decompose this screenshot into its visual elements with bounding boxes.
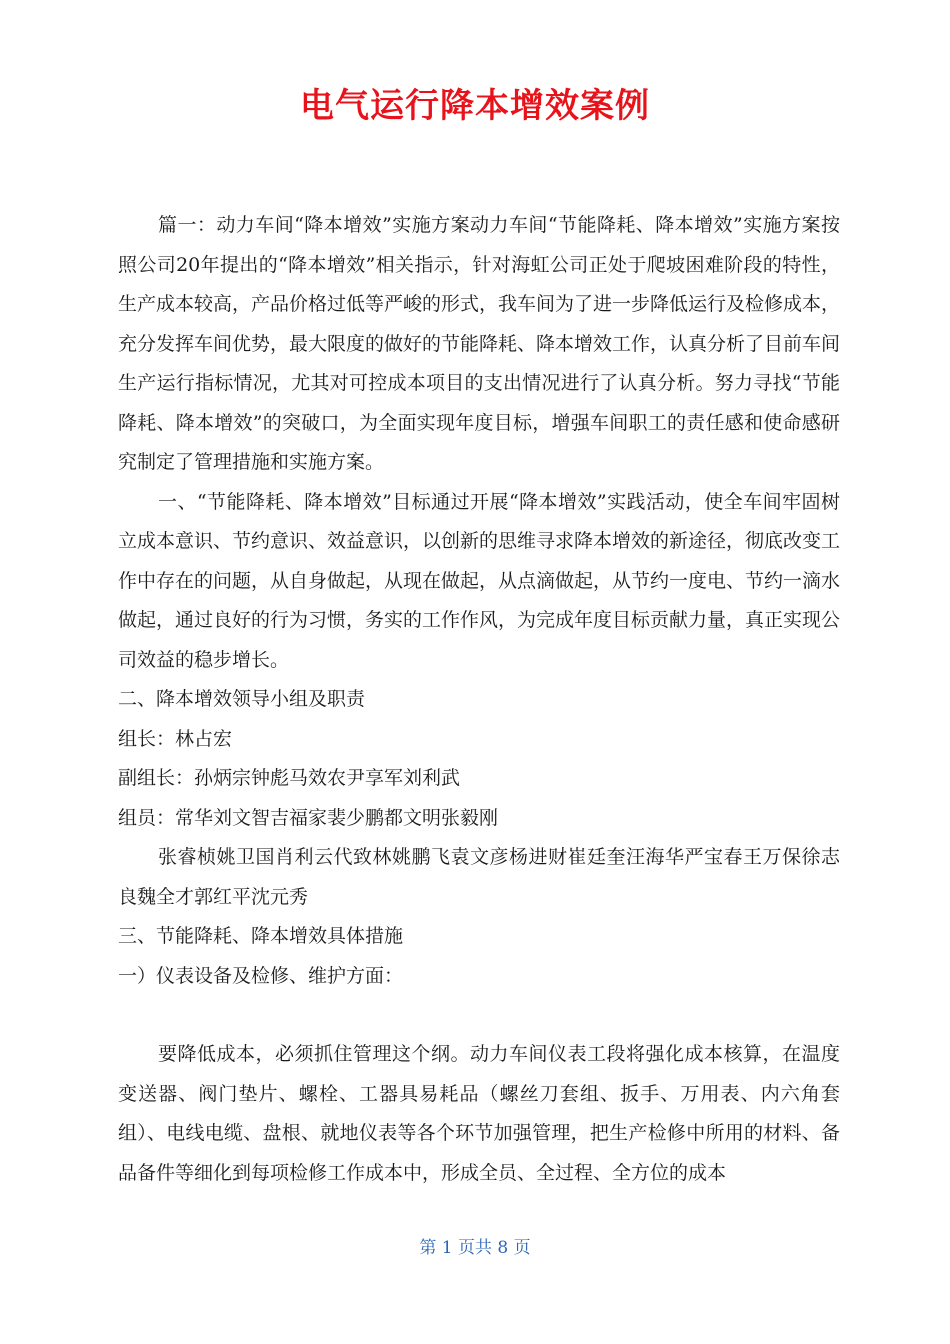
document-body xyxy=(118,206,840,1193)
paragraph-cost-management: 要降低成本，必须抓住管理这个纲。动力车间仪表工段将强化成本核算，在温度变送器、阀门垫片、螺栓、工器具易耗品（螺丝刀套组、扳手、万用表、内六角套组）、电线电缆、盘根、就地仪表等各个环节加强管理，把生产检修中所用的材料、备品备件等细化到每项检修工作成本中，形成全员、全过程、全方位的成本 xyxy=(118,1043,840,1184)
team-leader: 组长：林占宏 xyxy=(118,727,233,750)
section-heading-leadership: 二、降本增效领导小组及职责 xyxy=(118,688,366,710)
subsection-heading-instruments: 一）仪表设备及检修、维护方面： xyxy=(118,964,404,987)
paragraph-gap xyxy=(118,996,840,1035)
team-members-continued: 张睿桢姚卫国肖利云代致林姚鹏飞袁文彦杨进财崔廷奎汪海华严宝春王万保徐志良魏全才郭红平沈元秀 xyxy=(118,846,840,908)
page-number-footer: 第 1 页共 8 页 xyxy=(419,1238,531,1258)
team-members: 组员：常华刘文智吉福家裴少鹏都文明张毅刚 xyxy=(118,806,499,829)
deputy-leaders: 副组长：孙炳宗钟彪马效农尹享军刘利武 xyxy=(118,767,461,789)
paragraph-intro: 篇一：动力车间“降本增效”实施方案动力车间“节能降耗、降本增效”实施方案按照公司20年提出的“降本增效”相关指示，针对海虹公司正处于爬坡困难阶段的特性，生产成本较高，产品价格过低等严峻的形式，我车间为了进一步降低运行及检修成本，充分发挥车间优势，最大限度的做好的节能降耗、降本增效工作，认真分析了目前车间生产运行指标情况，尤其对可控成本项目的支出情况进行了认真分析。努力寻找“节能降耗、降本增效”的突破口，为全面实现年度目标，增强车间职工的责任感和使命感研究制定了管理措施和实施方案。 xyxy=(118,214,841,473)
paragraph-goal: 一、“节能降耗、降本增效”目标通过开展“降本增效”实践活动，使全车间牢固树立成本意识、节约意识、效益意识，以创新的思维寻求降本增效的新途径，彻底改变工作中存在的问题，从自身做起，从现在做起，从点滴做起，从节约一度电、节约一滴水做起，通过良好的行为习惯，务实的工作作风，为完成年度目标贡献力量，真正实现公司效益的稳步增长。 xyxy=(118,490,841,671)
document-title: 电气运行降本增效案例 xyxy=(300,86,650,126)
section-heading-measures: 三、节能降耗、降本增效具体措施 xyxy=(118,925,404,947)
